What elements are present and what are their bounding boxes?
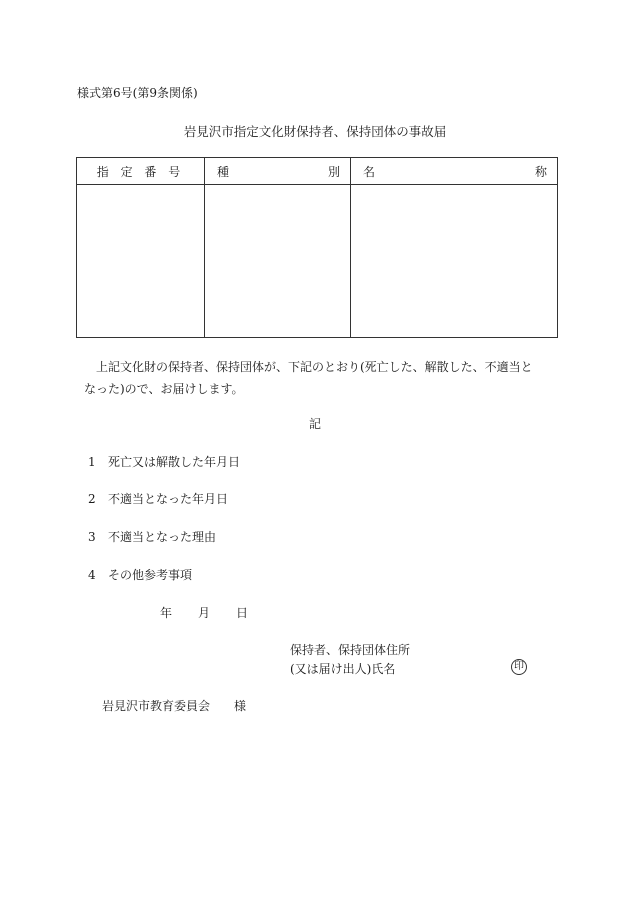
header-type-left: 種 <box>217 164 230 179</box>
header-type-right: 別 <box>327 164 340 179</box>
addressee-honorific: 様 <box>234 699 247 713</box>
item-number: 2 <box>88 492 96 506</box>
list-item <box>88 566 192 583</box>
table-row <box>77 185 558 338</box>
item-number: 4 <box>88 568 96 582</box>
item-number: 3 <box>88 530 96 544</box>
cell-name[interactable] <box>351 185 558 338</box>
date-month: 月 <box>198 606 211 620</box>
header-name <box>351 158 558 185</box>
date-line <box>160 604 248 621</box>
cell-designation-number[interactable] <box>77 185 205 338</box>
table-header-row <box>77 158 558 185</box>
addressee <box>102 697 246 714</box>
header-type <box>205 158 351 185</box>
document-title: 岩見沢市指定文化財保持者、保持団体の事故届 <box>183 124 447 139</box>
item-number: 1 <box>88 455 96 469</box>
date-day: 日 <box>236 606 249 620</box>
list-item <box>88 490 228 507</box>
date-year: 年 <box>160 606 173 620</box>
holder-address-label: 保持者、保持団体住所 <box>290 643 411 657</box>
item-text: その他参考事項 <box>108 568 193 582</box>
header-designation-number: 指 定 番 号 <box>77 158 205 185</box>
item-text: 死亡又は解散した年月日 <box>108 455 241 469</box>
cell-type[interactable] <box>205 185 351 338</box>
list-item <box>88 453 240 470</box>
ki-heading: 記 <box>308 417 321 431</box>
header-name-left: 名 <box>363 164 376 179</box>
item-text: 不適当となった理由 <box>108 530 217 544</box>
header-name-right: 称 <box>534 164 547 179</box>
cultural-property-table <box>76 157 558 338</box>
body-paragraph: 上記文化財の保持者、保持団体が、下記のとおり(死亡した、解散した、不適当となった)ので、お届けします。 <box>84 360 533 396</box>
form-number: 様式第6号(第9条関係) <box>77 86 198 100</box>
seal-mark: 印 <box>511 659 527 675</box>
item-text: 不適当となった年月日 <box>108 492 229 506</box>
holder-name-label: (又は届け出人)氏名 <box>290 662 396 676</box>
addressee-name: 岩見沢市教育委員会 <box>102 699 211 713</box>
list-item <box>88 528 216 545</box>
